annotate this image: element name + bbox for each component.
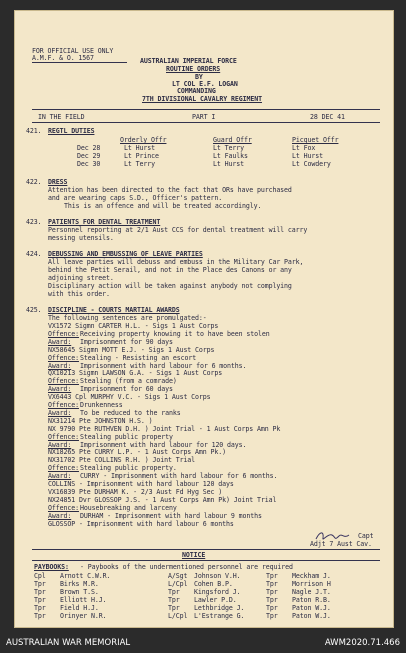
paybook-rank: Tpr xyxy=(34,588,46,596)
picquet-officer: Lt Hurst xyxy=(292,152,323,160)
paybook-name: Johnson V.H. xyxy=(194,572,241,580)
paybook-name: Cohen B.P. xyxy=(194,580,233,588)
section-421-title: REGTL DUTIES xyxy=(48,127,95,135)
notice-rule-top xyxy=(32,549,380,550)
entry-label: Offence: xyxy=(48,329,79,338)
entry-text: Imprisonment for 90 days xyxy=(80,337,173,346)
footer-source: AUSTRALIAN WAR MEMORIAL xyxy=(6,638,131,648)
document-page xyxy=(14,10,394,628)
entry-text: To be reduced to the ranks xyxy=(80,408,181,417)
section-425-title: DISCIPLINE - COURTS MARTIAL AWARDS xyxy=(48,306,180,314)
entry-label: Award: xyxy=(48,511,72,520)
entry-text: NX 9790 Pte RUTHVEN D.H. ) Joint Trial - 1 Aust Corps Amn Pk xyxy=(48,424,281,433)
header-rule-bottom xyxy=(32,122,380,123)
entry-label: Award: xyxy=(48,337,72,346)
paybook-name: Paton W.J. xyxy=(292,612,331,620)
entry-text: NX58645 Sigmn MOTT E.J. - Sigs 1 Aust Corps xyxy=(48,345,215,354)
section-422-number: 422. xyxy=(26,178,42,186)
entry-text: Housebreaking and larceny xyxy=(80,503,177,512)
entry-text: DURHAM - Imprisonment with hard labour 9 months xyxy=(80,511,262,520)
entry-text: NX31214 Pte JOHNSTON H.S. ) xyxy=(48,416,153,425)
section-424-title: DEBUSSING AND EMBUSSING OF LEAVE PARTIES xyxy=(48,250,203,258)
entry-text: Stealing public property. xyxy=(80,464,177,473)
entry-text: QX10213 Sigmn LAWSON G.A. - Sigs 1 Aust Corps xyxy=(48,369,223,378)
dress-line: and are wearing caps S.D., Officer's pattern. xyxy=(48,194,223,202)
entry-text: Stealing - Resisting an escort xyxy=(80,353,197,362)
entry-text: NX31702 Pte COLLINS R.H. ) Joint Trial xyxy=(48,456,196,465)
paybook-rank: Tpr xyxy=(266,580,278,588)
entry-text: NX18265 Pte CURRY L.P. - 1 Aust Corps Amn Pk.) xyxy=(48,448,227,457)
entry-label: Offence: xyxy=(48,432,79,441)
entry-text: NX24851 Dvr GLOSSOP J.S. - 1 Aust Corps Amn Pk) Joint Trial xyxy=(48,495,277,504)
paybook-rank: Tpr xyxy=(168,588,180,596)
section-423-number: 423. xyxy=(26,218,42,226)
dress-line: This is an offence and will be treated accordingly. xyxy=(64,202,262,210)
reference-number: A.M.F. & O. 1567 xyxy=(32,54,94,62)
signoff-rank: Capt xyxy=(358,532,374,540)
orderly-officer: Lt Terry xyxy=(124,160,155,168)
dress-line: Attention has been directed to the fact that ORs have purchased xyxy=(48,186,292,194)
entry-text: COLLINS - Imprisonment with hard labour 120 days xyxy=(48,480,234,488)
order-date: 28 DEC 41 xyxy=(310,113,345,121)
paybook-name: Morrison H xyxy=(292,580,331,588)
entry-text: Stealing public property xyxy=(80,432,173,441)
paybook-name: Nagle J.T. xyxy=(292,588,331,596)
picquet-officer: Lt Cowdery xyxy=(292,160,331,168)
orderly-offr-header: Orderly Offr xyxy=(120,136,167,144)
paybook-name: Birks M.R. xyxy=(60,580,99,588)
paybook-rank: L/Cpl xyxy=(168,580,188,588)
entry-label: Offence: xyxy=(48,401,79,409)
official-use-label: FOR OFFICIAL USE ONLY xyxy=(32,47,114,55)
org-name: AUSTRALIAN IMPERIAL FORCE xyxy=(140,57,237,65)
duty-date: Dec 29 xyxy=(77,152,101,160)
dental-line: messing utensils. xyxy=(48,234,114,242)
paybook-rank: Tpr xyxy=(266,572,278,580)
courts-martial-intro: The following sentences are promulgated:- xyxy=(48,314,207,322)
entry-text: VX6443 Cpl MURPHY V.C. - Sigs 1 Aust Corps xyxy=(48,393,211,402)
entry-text: Imprisonment with hard labour for 6 months. xyxy=(80,361,247,370)
entry-text: Imprisonment for 60 days xyxy=(80,385,173,394)
paybook-name: Lethbridge J. xyxy=(194,604,245,612)
section-423-title: PATIENTS FOR DENTAL TREATMENT xyxy=(48,218,161,226)
entry-text: Stealing (from a comrade) xyxy=(80,377,177,386)
leave-line: behind the Petit Serail, and not in the Place des Canons or any xyxy=(48,266,292,274)
officer-name: LT COL E.F. LOGAN xyxy=(172,80,238,88)
commanding-label: COMMANDING xyxy=(177,87,216,95)
leave-line: adjoining street. xyxy=(48,274,114,282)
paybook-rank: Tpr xyxy=(266,612,278,620)
reference-underline xyxy=(32,62,127,63)
duty-date: Dec 28 xyxy=(77,144,101,152)
paybook-rank: Cpl xyxy=(34,572,46,580)
picquet-officer: Lt Fox xyxy=(292,144,316,152)
entry-text: Imprisonment with hard labour for 120 days. xyxy=(80,440,247,449)
paybook-name: L'Estrange G. xyxy=(194,612,245,620)
entry-text: Drunkenness xyxy=(80,401,123,409)
entry-label: Offence: xyxy=(48,353,79,362)
leave-line: with this order. xyxy=(48,290,110,298)
notice-rule-bottom xyxy=(32,560,380,561)
part-label: PART I xyxy=(192,113,216,121)
paybook-rank: Tpr xyxy=(34,580,46,588)
paybook-rank: A/Sgt xyxy=(168,572,188,580)
footer-accession: AWM2020.71.466 xyxy=(324,638,400,648)
location-label: IN THE FIELD xyxy=(38,113,85,121)
entry-label: Offence: xyxy=(48,464,79,473)
header-rule-top xyxy=(32,109,380,110)
footer-bar xyxy=(0,630,406,653)
leave-line: All leave parties will debuss and embuss in the Military Car Park, xyxy=(48,258,304,266)
paybook-rank: Tpr xyxy=(266,588,278,596)
orderly-officer: Lt Prince xyxy=(124,152,159,160)
paybook-rank: Tpr xyxy=(34,612,46,620)
orderly-officer: Lt Hurst xyxy=(124,144,155,152)
leave-line: Disciplinary action will be taken against anybody not complying xyxy=(48,282,292,290)
paybook-rank: Tpr xyxy=(34,604,46,612)
paybooks-text: - Paybooks of the undermentioned personnel are required xyxy=(80,563,293,571)
entry-label: Award: xyxy=(48,408,72,417)
paybook-rank: Tpr xyxy=(168,596,180,604)
section-425-number: 425. xyxy=(26,306,42,314)
unit-name: 7TH DIVISIONAL CAVALRY REGIMENT xyxy=(142,95,262,103)
entry-text: VX1572 Sigmn CARTER H.L. - Sigs 1 Aust Corps xyxy=(48,322,219,330)
paybook-name: Lawler P.D. xyxy=(194,596,237,604)
entry-text: Receiving property knowing it to have been stolen xyxy=(80,329,270,338)
entry-label: Award: xyxy=(48,440,72,449)
paybook-rank: Tpr xyxy=(168,604,180,612)
signoff-appointment: Adjt 7 Aust Cav. xyxy=(310,540,372,548)
entry-text: GLOSSOP - Imprisonment with hard labour 6 months xyxy=(48,519,234,528)
entry-label: Award: xyxy=(48,361,72,370)
guard-offr-header: Guard Offr xyxy=(213,136,252,144)
section-421-number: 421. xyxy=(26,127,42,135)
paybook-name: Meckham J. xyxy=(292,572,331,580)
paybook-rank: Tpr xyxy=(266,604,278,612)
paybook-rank: L/Cpl xyxy=(168,612,188,620)
order-title: ROUTINE ORDERS xyxy=(166,65,221,73)
paybook-name: Elliott H.J. xyxy=(60,596,107,604)
entry-label: Award: xyxy=(48,472,72,481)
paybook-name: Paton R.B. xyxy=(292,596,331,604)
by-label: BY xyxy=(195,73,203,81)
paybook-name: Orinyer N.R. xyxy=(60,612,107,620)
entry-text: VX16839 Pte DURHAM K. - 2/3 Aust Fd Hyg Sec ) xyxy=(48,487,223,496)
duty-date: Dec 30 xyxy=(77,160,101,168)
guard-officer: Lt Terry xyxy=(213,144,244,152)
paybook-name: Brown T.S. xyxy=(60,588,99,596)
guard-officer: Lt Hurst xyxy=(213,160,244,168)
guard-officer: Lt Faulks xyxy=(213,152,248,160)
section-422-title: DRESS xyxy=(48,178,68,186)
section-424-number: 424. xyxy=(26,250,42,258)
paybook-rank: Tpr xyxy=(34,596,46,604)
paybook-name: Paton W.J. xyxy=(292,604,331,612)
paybooks-label: PAYBOOKS: xyxy=(34,563,69,571)
paybook-rank: Tpr xyxy=(266,596,278,604)
entry-text: CURRY - Imprisonment with hard labour for 6 months. xyxy=(80,472,278,481)
entry-label: Award: xyxy=(48,385,72,394)
paybook-name: Field H.J. xyxy=(60,604,99,612)
picquet-offr-header: Picquet Offr xyxy=(292,136,339,144)
dental-line: Personnel reporting at 2/1 Aust CCS for dental treatment will carry xyxy=(48,226,308,234)
entry-label: Offence: xyxy=(48,503,79,512)
paybook-name: Kingsford J. xyxy=(194,588,241,596)
paybook-name: Arnott C.W.R. xyxy=(60,572,111,580)
entry-label: Offence: xyxy=(48,377,79,386)
notice-heading: NOTICE xyxy=(182,551,206,559)
